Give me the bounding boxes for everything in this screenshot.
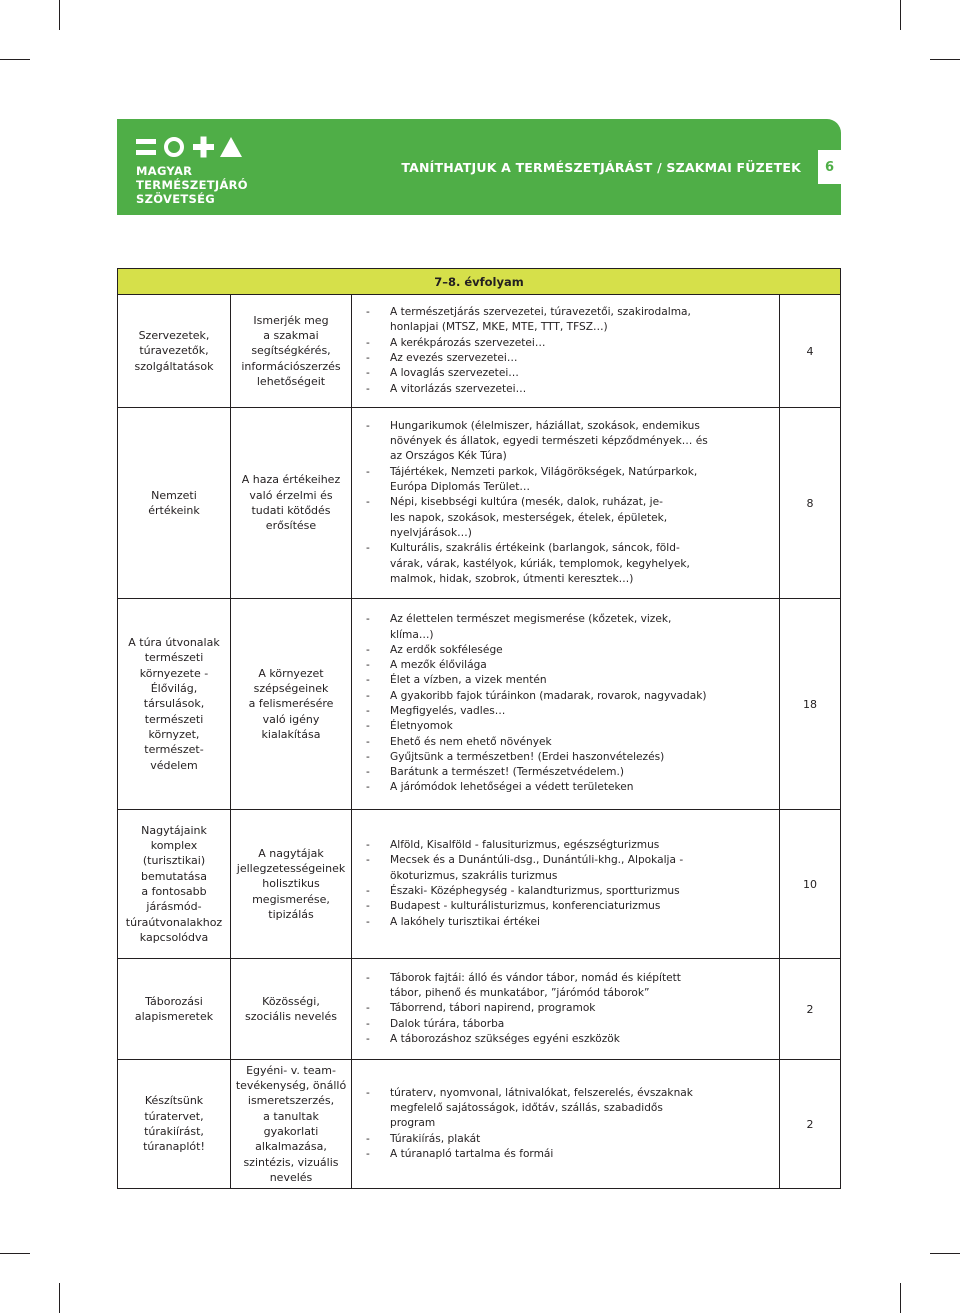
table-row: [118, 599, 840, 810]
grade-header: 7–8. évfolyam: [118, 269, 840, 295]
list-item: - Megfigyelés, vadles…: [366, 704, 773, 719]
logo-icon: [136, 136, 246, 160]
goal-text: Egyéni- v. team- tevékenység, önálló ismeretszerzés, a tanultak gyakorlati alkalmazása, szintézis, vizuális nevelés: [235, 1063, 347, 1184]
table-row: [118, 959, 840, 1060]
crop-mark: [0, 59, 30, 60]
hours-cell: 8: [806, 496, 814, 510]
list-item: - Az erdők sokfélesége: [366, 643, 773, 658]
topic-cell: [118, 599, 231, 809]
goal-cell: [231, 959, 352, 1059]
table-row: [118, 408, 840, 599]
curriculum-table: [117, 268, 841, 1189]
list-item: - Kulturális, szakrális értékeink (barlangok, sáncok, föld- várak, várak, kastélyok, kúriák, templomok, kegyhelyek, malmok, hidak, szobrok, útmenti keresztek…): [366, 541, 773, 587]
list-item: - Népi, kisebbségi kultúra (mesék, dalok, ruházat, je- les napok, szokások, mesterségek, ételek, épületek, nyelvjárások…): [366, 495, 773, 541]
list-item: - A lakóhely turisztikai értékei: [366, 915, 773, 930]
list-item: - A túranapló tartalma és formái: [366, 1147, 773, 1162]
list-item: - Az evezés szervezetei…: [366, 351, 773, 366]
crop-mark: [930, 59, 960, 60]
hours-cell: 10: [803, 877, 817, 891]
list-item: - Az élettelen természet megismerése (kőzetek, vizek, klíma…): [366, 612, 773, 643]
content-cell: [352, 599, 780, 809]
org-name: [136, 164, 248, 206]
org-name-line: TERMÉSZETJÁRÓ: [136, 178, 248, 192]
list-item: - Barátunk a természet! (Természetvédelem.): [366, 765, 773, 780]
hours-cell: 2: [806, 1117, 814, 1131]
content-cell: [352, 810, 780, 958]
table-row: [118, 810, 840, 959]
list-item: - A táborozáshoz szükséges egyéni eszközök: [366, 1032, 773, 1047]
series-title: TANÍTHATJUK A TERMÉSZETJÁRÁST / SZAKMAI FÜZETEK: [401, 160, 801, 175]
list-item: - A kerékpározás szervezetei…: [366, 336, 773, 351]
list-item: - túraterv, nyomvonal, látnivalókat, felszerelés, évszaknak megfelelő sajátosságok, időtáv, szállás, szabadidős program: [366, 1086, 773, 1132]
topic-cell: [118, 1060, 231, 1188]
list-item: - A lovaglás szervezetei…: [366, 366, 773, 381]
list-item: - A vitorlázás szervezetei…: [366, 382, 773, 397]
goal-text: A környezet szépségeinek a felismerésére való igény kialakítása: [248, 666, 334, 741]
crop-mark: [0, 1253, 30, 1254]
goal-cell: [231, 810, 352, 958]
goal-cell: [231, 1060, 352, 1188]
topic-cell: [118, 959, 231, 1059]
list-item: - Túrakiírás, plakát: [366, 1132, 773, 1147]
list-item: - Ehető és nem ehető növények: [366, 735, 773, 750]
org-name-line: SZÖVETSÉG: [136, 192, 215, 206]
topic-cell: [118, 408, 231, 598]
goal-text: A nagytájak jellegzetességeinek holisztikus megismerése, tipizálás: [236, 846, 346, 921]
topic-text: Nemzeti értékeink: [148, 488, 200, 517]
table-row: [118, 295, 840, 408]
content-list: [366, 305, 773, 397]
crop-mark: [59, 0, 60, 30]
content-cell: [352, 1060, 780, 1188]
goal-cell: [231, 295, 352, 407]
topic-cell: [118, 810, 231, 958]
topic-cell: [118, 295, 231, 407]
goal-text: A haza értékeihez való érzelmi és tudati kötődés erősítése: [241, 473, 341, 533]
list-item: - A természetjárás szervezetei, túravezetői, szakirodalma, honlapjai (MTSZ, MKE, MTE, TTT, TFSZ…): [366, 305, 773, 336]
list-item: - A gyakoribb fajok túráinkon (madarak, rovarok, nagyvadak): [366, 689, 773, 704]
topic-text: Táborozási alapismeretek: [134, 994, 214, 1023]
content-list: [366, 612, 773, 796]
hours-cell: 2: [806, 1002, 814, 1016]
topic-text: Nagytájaink komplex (turisztikai) bemutatása a fontosabb járásmód- túraútvonalakhoz kapcsolódva: [125, 823, 223, 944]
hours-cell: 18: [803, 697, 817, 711]
list-item: - Dalok túrára, táborba: [366, 1017, 773, 1032]
list-item: - Élet a vízben, a vizek mentén: [366, 673, 773, 688]
list-item: - Hungarikumok (élelmiszer, háziállat, szokások, endemikus növények és állatok, egyedi természeti képződmények… és az Országos Kék Túra): [366, 419, 773, 465]
topic-text: Készítsünk túratervet, túrakiírást, túranaplót!: [143, 1094, 205, 1154]
goal-text: Ismerjék meg a szakmai segítségkérés, információszerzés lehetőségeit: [241, 313, 341, 388]
list-item: - Mecsek és a Dunántúli-dsg., Dunántúli-khg., Alpokalja - ökoturizmus, szakrális turizmus: [366, 853, 773, 884]
table-row: [118, 1060, 840, 1188]
crop-mark: [930, 1253, 960, 1254]
content-list: [366, 419, 773, 587]
content-cell: [352, 959, 780, 1059]
list-item: - Budapest - kulturálisturizmus, konferenciaturizmus: [366, 899, 773, 914]
goal-cell: [231, 408, 352, 598]
header-banner: [117, 119, 841, 215]
org-name-line: MAGYAR: [136, 164, 193, 178]
content-cell: [352, 295, 780, 407]
crop-mark: [900, 1283, 901, 1313]
goal-text: Közösségi, szociális nevelés: [245, 994, 337, 1023]
hours-cell: 4: [806, 344, 814, 358]
list-item: - A mezők élővilága: [366, 658, 773, 673]
list-item: - Gyűjtsünk a természetben! (Erdei haszonvételezés): [366, 750, 773, 765]
crop-mark: [59, 1283, 60, 1313]
goal-cell: [231, 599, 352, 809]
list-item: - Alföld, Kisalföld - falusiturizmus, egészségturizmus: [366, 838, 773, 853]
list-item: - Táborok fajtái: álló és vándor tábor, nomád és kiépített tábor, pihenő és munkatábor, ”járómód táborok”: [366, 971, 773, 1002]
content-list: [366, 838, 773, 930]
content-cell: [352, 408, 780, 598]
crop-mark: [900, 0, 901, 30]
content-list: [366, 971, 773, 1047]
list-item: - Tájértékek, Nemzeti parkok, Világörökségek, Natúrparkok, Európa Diplomás Terület…: [366, 465, 773, 496]
topic-text: A túra útvonalak természeti környezete - Élővilág, társulások, természeti környzet, természet- védelem: [128, 636, 220, 772]
topic-text: Szervezetek, túravezetők, szolgáltatások: [134, 329, 214, 373]
page-number: 6: [818, 150, 841, 184]
content-list: [366, 1086, 773, 1162]
list-item: - Életnyomok: [366, 719, 773, 734]
list-item: - Északi- Középhegység - kalandturizmus, sportturizmus: [366, 884, 773, 899]
list-item: - Táborrend, tábori napirend, programok: [366, 1001, 773, 1016]
list-item: - A járómódok lehetőségei a védett területeken: [366, 780, 773, 795]
